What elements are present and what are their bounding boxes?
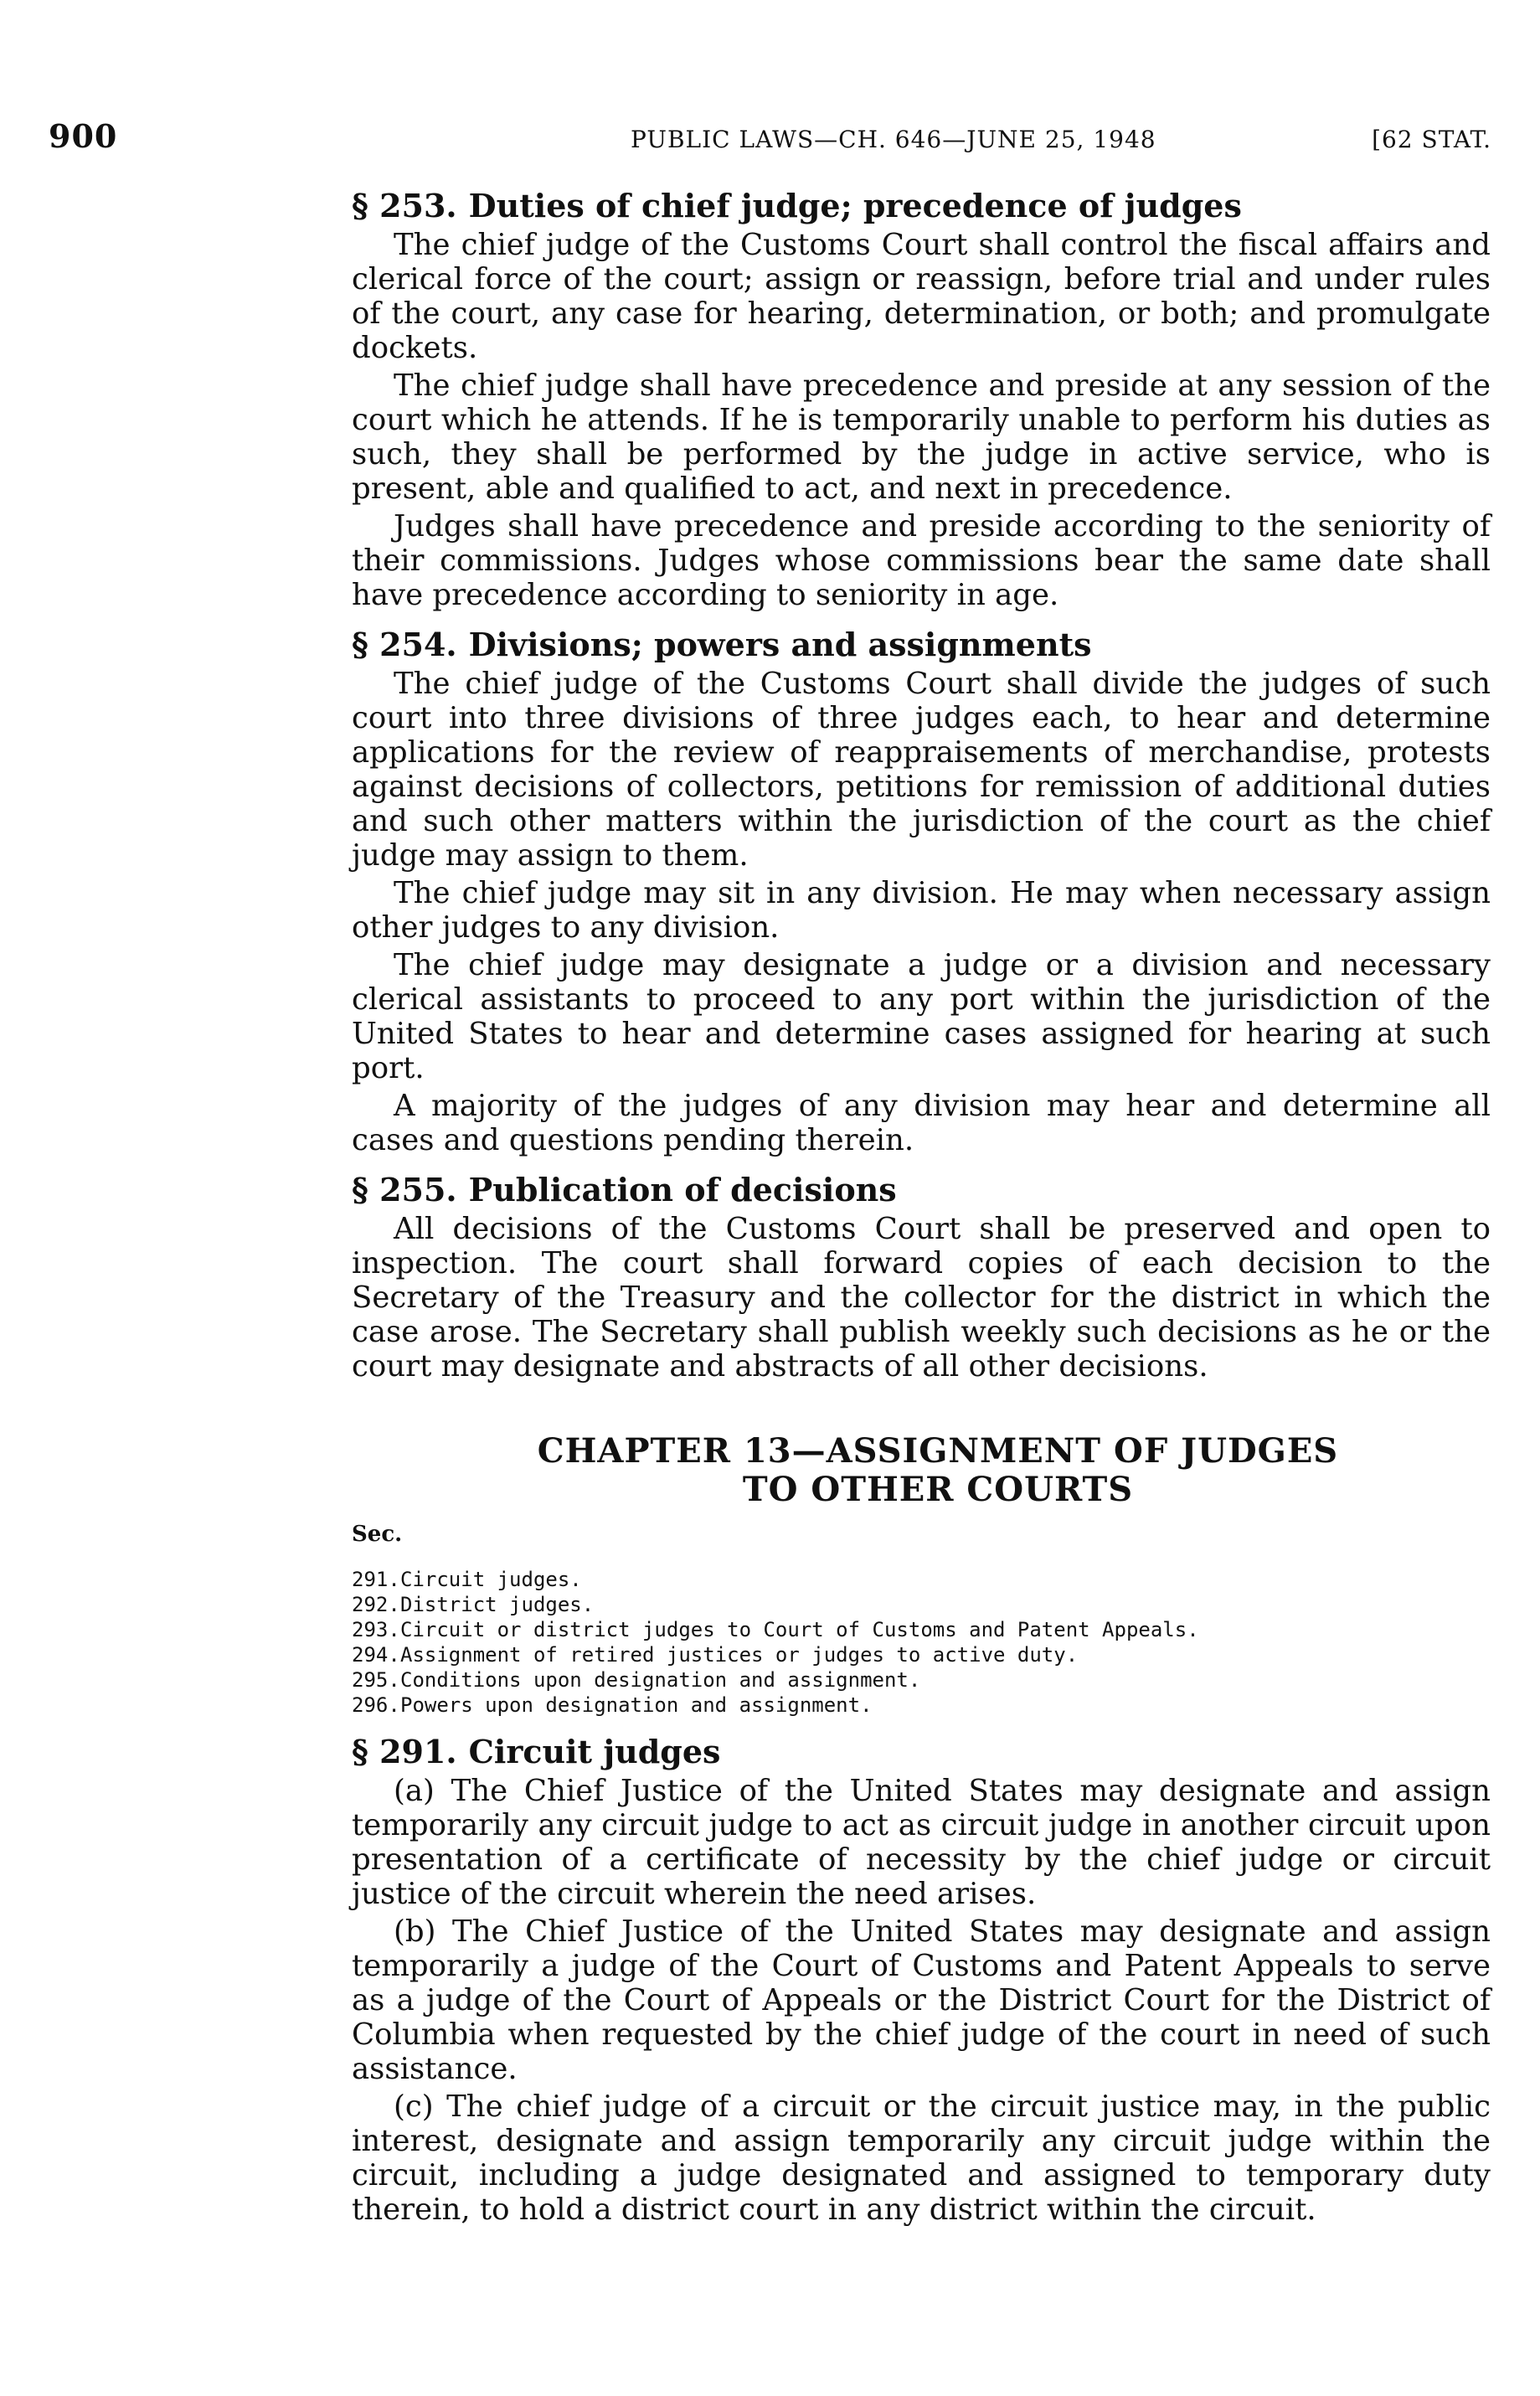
paragraph: The chief judge shall have precedence and preside at any session of the court which he attends. If he is temporarily unable to perform his duties as such, they shall be performed by the judge in active service, who is present, able and qualified to act, and next in precedence. <box>352 368 1491 506</box>
toc-item-text: Conditions upon designation and assignment. <box>400 1668 921 1692</box>
section-mark: § 255. <box>352 1171 457 1208</box>
toc-item-number: 291. <box>352 1568 400 1591</box>
paragraph: (c) The chief judge of a circuit or the circuit justice may, in the public interest, designate and assign temporarily any circuit judge within the circuit, including a judge designated and assigned to temporary duty therein, to hold a district court in any district within the circuit. <box>352 2089 1491 2227</box>
section-mark: § 291. <box>352 1733 457 1770</box>
section-heading <box>352 1734 1491 1769</box>
toc-label: Sec. <box>352 1522 403 1547</box>
section-255 <box>352 1172 1491 1383</box>
toc-item <box>352 1617 1491 1642</box>
toc-item-number: 295. <box>352 1668 400 1692</box>
paragraph: All decisions of the Customs Court shall be preserved and open to inspection. The court shall forward copies of each decision to the Secretary of the Treasury and the collector for the district in which the case arose. The Secretary shall publish weekly such decisions as he or the court may designate and abstracts of all other decisions. <box>352 1212 1491 1383</box>
toc-item-number: 296. <box>352 1693 400 1717</box>
toc-item-text: Circuit judges. <box>400 1568 582 1591</box>
section-253 <box>352 188 1491 612</box>
paragraph: The chief judge of the Customs Court shall divide the judges of such court into three divisions of three judges each, to hear and determine applications for the review of reappraisements of merchandise, protests against decisions of collectors, petitions for remission of additional duties and such other matters within the jurisdiction of the court as the chief judge may assign to them. <box>352 667 1491 873</box>
section-heading <box>352 188 1491 223</box>
section-title: Divisions; powers and assignments <box>468 626 1092 663</box>
toc-item-number: 294. <box>352 1643 400 1667</box>
toc-item-text: Powers upon designation and assignment. <box>400 1693 873 1717</box>
main-text <box>352 188 1491 2242</box>
toc-item-number: 293. <box>352 1618 400 1641</box>
section-title: Duties of chief judge; precedence of judges <box>468 187 1242 224</box>
section-heading <box>352 627 1491 662</box>
chapter-heading-line: CHAPTER 13—ASSIGNMENT OF JUDGES <box>537 1431 1339 1471</box>
paragraph: The chief judge of the Customs Court shall control the fiscal affairs and clerical force of the court; assign or reassign, before trial and under rules of the court, any case for hearing, determination, or both; and promulgate dockets. <box>352 228 1491 365</box>
header-title: PUBLIC LAWS—CH. 646—JUNE 25, 1948 <box>631 126 1156 153</box>
section-mark: § 254. <box>352 626 457 663</box>
paragraph: A majority of the judges of any division may hear and determine all cases and questions pending therein. <box>352 1089 1491 1157</box>
page-number: 900 <box>49 117 118 155</box>
paragraph: The chief judge may designate a judge or a division and necessary clerical assistants to proceed to any port within the jurisdiction of the United States to hear and determine cases assigned for hearing at such port. <box>352 948 1491 1085</box>
section-title: Circuit judges <box>468 1733 721 1770</box>
toc-item <box>352 1567 1491 1592</box>
paragraph: (a) The Chief Justice of the United States may designate and assign temporarily any circuit judge to act as circuit judge in another circuit upon presentation of a certificate of necessity by the chief judge or circuit justice of the circuit wherein the need arises. <box>352 1774 1491 1911</box>
section-254 <box>352 627 1491 1157</box>
toc-item <box>352 1667 1491 1693</box>
toc-item <box>352 1642 1491 1667</box>
paragraph: (b) The Chief Justice of the United States may designate and assign temporarily a judge of the Court of Customs and Patent Appeals to serve as a judge of the Court of Appeals or the District Court for the District of Columbia when requested by the chief judge of the court in need of such assistance. <box>352 1914 1491 2086</box>
toc-item-text: Circuit or district judges to Court of Customs and Patent Appeals. <box>400 1618 1199 1641</box>
toc-item <box>352 1592 1491 1617</box>
header-statute: [62 STAT. <box>1372 126 1491 153</box>
section-table-of-contents <box>352 1567 1491 1718</box>
chapter-heading <box>385 1432 1491 1509</box>
paragraph: Judges shall have precedence and preside according to the seniority of their commissions. Judges whose commissions bear the same date shall have precedence according to seniority in age. <box>352 509 1491 612</box>
toc-item-text: Assignment of retired justices or judges to active duty. <box>400 1643 1079 1667</box>
toc-item <box>352 1693 1491 1718</box>
section-mark: § 253. <box>352 187 457 224</box>
section-291 <box>352 1734 1491 2227</box>
paragraph: The chief judge may sit in any division. He may when necessary assign other judges to any division. <box>352 876 1491 945</box>
chapter-heading-line: TO OTHER COURTS <box>742 1470 1134 1509</box>
section-title: Publication of decisions <box>468 1171 897 1208</box>
toc-item-number: 292. <box>352 1593 400 1616</box>
section-heading <box>352 1172 1491 1207</box>
running-header <box>49 117 1491 167</box>
toc-item-text: District judges. <box>400 1593 595 1616</box>
